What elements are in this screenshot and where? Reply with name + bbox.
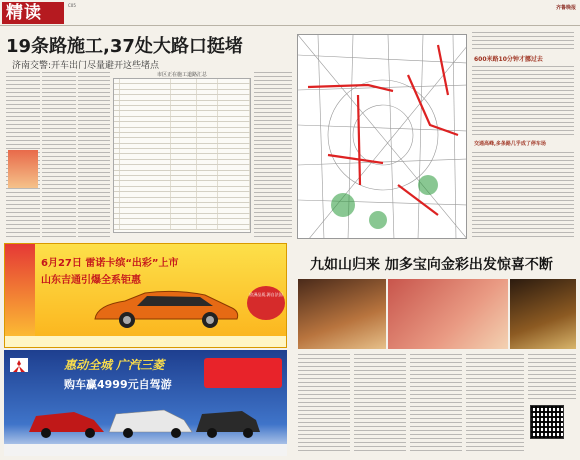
mitsubishi-ad-footer — [4, 444, 287, 456]
table-cell — [218, 101, 250, 105]
table-cell — [197, 138, 219, 142]
table-cell — [120, 225, 171, 229]
table-cell — [120, 84, 171, 88]
table-cell — [171, 192, 197, 196]
table-cell — [218, 208, 250, 212]
table-cell — [120, 133, 171, 137]
feature-photo-main — [388, 279, 508, 349]
table-cell — [197, 90, 219, 94]
table-cell — [218, 122, 250, 126]
table-cell — [197, 128, 219, 132]
table-cell — [218, 90, 250, 94]
qr-code[interactable] — [530, 405, 564, 439]
table-cell — [197, 122, 219, 126]
mitsubishi-logo — [10, 358, 28, 372]
article-column-3 — [78, 72, 110, 237]
table-cell — [120, 214, 171, 218]
table-cell — [171, 111, 197, 115]
table-cell — [171, 203, 197, 207]
table-cell — [218, 95, 250, 99]
suv-svg — [24, 402, 264, 442]
table-cell — [120, 181, 171, 185]
table-cell — [171, 214, 197, 218]
sidebar-text-1 — [472, 66, 574, 136]
table-cell — [171, 95, 197, 99]
table-cell — [218, 219, 250, 223]
feature-photo-left — [298, 279, 386, 349]
feature-column-1 — [298, 354, 350, 454]
table-cell — [120, 192, 171, 196]
sidebar-headline-1: 600米路10分钟才挪过去 — [474, 56, 543, 63]
table-cell — [171, 144, 197, 148]
table-cell — [218, 128, 250, 132]
table-cell — [218, 117, 250, 121]
article-column-2 — [42, 72, 76, 237]
table-cell — [171, 176, 197, 180]
table-cell — [197, 79, 219, 83]
mitsubishi-promo-box — [204, 358, 282, 388]
sidebar-headline-2: 交通高峰,多条路几乎成了停车场 — [474, 141, 546, 147]
table-cell — [120, 95, 171, 99]
table-cell — [197, 171, 219, 175]
sidebar-intro-text — [472, 32, 574, 50]
table-cell — [197, 101, 219, 105]
table-cell — [218, 176, 250, 180]
masthead-page-code: C05 — [68, 3, 76, 8]
table-cell — [197, 225, 219, 229]
table-cell — [171, 138, 197, 142]
table-cell — [171, 117, 197, 121]
feature-headline: 九如山归来 加多宝向金彩出发惊喜不断 — [310, 257, 553, 273]
table-cell — [197, 192, 219, 196]
table-cell — [218, 84, 250, 88]
table-cell — [197, 95, 219, 99]
renault-ad-headline-2: 山东吉通引爆全系钜惠 — [41, 275, 141, 286]
table-cell — [218, 203, 250, 207]
table-cell — [218, 133, 250, 137]
table-cell — [218, 192, 250, 196]
table-cell — [218, 144, 250, 148]
table-cell — [218, 149, 250, 153]
table-cell — [197, 133, 219, 137]
traffic-map — [297, 34, 467, 239]
table-cell — [197, 187, 219, 191]
table-cell — [120, 111, 171, 115]
table-cell — [120, 171, 171, 175]
table-cell — [197, 165, 219, 169]
table-cell — [218, 106, 250, 110]
table-cell — [120, 106, 171, 110]
table-cell — [197, 198, 219, 202]
table-cell — [120, 128, 171, 132]
map-graphic — [298, 35, 467, 239]
mitsubishi-offer: 购车赢4999元自驾游 — [64, 378, 172, 391]
table-cell — [120, 203, 171, 207]
renault-ad-headline-1: 6月27日 雷诺卡缤“出彩”上市 — [41, 258, 179, 269]
article-subhead: 济南交警:开车出门尽量避开这些堵点 — [12, 61, 160, 71]
table-cell — [197, 203, 219, 207]
table-cell — [197, 214, 219, 218]
renault-promo-badge: 欧洲品质,源自法国 — [247, 286, 285, 320]
table-cell — [171, 225, 197, 229]
article-illustration — [8, 150, 38, 188]
table-cell — [120, 165, 171, 169]
table-cell — [197, 84, 219, 88]
table-cell — [171, 160, 197, 164]
table-cell — [218, 198, 250, 202]
mitsubishi-slogan: 惠动全城 广汽三菱 — [64, 358, 165, 372]
masthead — [0, 0, 580, 26]
article-headline: 19条路施工,37处大路口挺堵 — [6, 36, 243, 57]
table-cell — [218, 154, 250, 158]
table-cell — [171, 90, 197, 94]
table-cell — [120, 149, 171, 153]
feature-column-2 — [354, 354, 406, 454]
table-cell — [171, 84, 197, 88]
table-cell — [197, 176, 219, 180]
table-cell — [197, 219, 219, 223]
table-cell — [120, 101, 171, 105]
table-title: 市区正在施工道路汇总 — [156, 72, 207, 78]
table-cell — [171, 154, 197, 158]
suv-image — [24, 402, 264, 442]
masthead-paper-name: 齐鲁晚报 — [555, 5, 576, 11]
table-cell — [218, 138, 250, 142]
mitsubishi-logo-icon — [10, 359, 28, 373]
table-cell — [218, 225, 250, 229]
car-svg — [85, 287, 245, 331]
feature-photo-right — [510, 279, 576, 349]
table-cell — [171, 101, 197, 105]
table-cell — [171, 133, 197, 137]
table-cell — [120, 90, 171, 94]
table-cell — [197, 117, 219, 121]
table-cell — [120, 79, 171, 83]
table-cell — [218, 214, 250, 218]
table-cell — [171, 122, 197, 126]
table-cell — [120, 219, 171, 223]
table-cell — [171, 106, 197, 110]
renault-ad[interactable] — [4, 243, 287, 348]
construction-table — [113, 78, 251, 233]
table-cell — [197, 208, 219, 212]
table-cell — [171, 171, 197, 175]
table-cell — [120, 208, 171, 212]
table-cell — [197, 144, 219, 148]
table-cell — [197, 154, 219, 158]
table-cell — [218, 79, 250, 83]
table-cell — [218, 160, 250, 164]
feature-column-3 — [410, 354, 462, 454]
table-cell — [120, 122, 171, 126]
table-cell — [120, 154, 171, 158]
gift-box-graphic — [5, 244, 35, 348]
table-cell — [197, 106, 219, 110]
table-cell — [218, 171, 250, 175]
table-cell — [171, 198, 197, 202]
table-cell — [197, 111, 219, 115]
table-cell — [218, 187, 250, 191]
car-image — [85, 287, 245, 331]
section-logo: 精读 — [2, 2, 64, 24]
table-row — [114, 225, 250, 230]
table-cell — [120, 198, 171, 202]
table-cell — [197, 181, 219, 185]
feature-column-5 — [528, 354, 576, 400]
table-cell — [120, 176, 171, 180]
article-column-4 — [254, 72, 292, 237]
table-cell — [120, 187, 171, 191]
mitsubishi-ad[interactable] — [4, 350, 287, 456]
table-cell — [171, 208, 197, 212]
table-cell — [218, 181, 250, 185]
feature-column-4 — [466, 354, 524, 454]
table-cell — [171, 181, 197, 185]
table-cell — [171, 165, 197, 169]
table-cell — [171, 187, 197, 191]
sidebar-text-2 — [472, 152, 574, 237]
table-cell — [171, 149, 197, 153]
table-cell — [218, 111, 250, 115]
table-cell — [171, 128, 197, 132]
table-cell — [120, 117, 171, 121]
renault-ad-footer — [5, 336, 287, 348]
table-cell — [171, 79, 197, 83]
sidebar-column — [470, 30, 576, 240]
table-cell — [120, 160, 171, 164]
table-cell — [171, 219, 197, 223]
table-cell — [197, 160, 219, 164]
table-cell — [197, 149, 219, 153]
table-cell — [218, 165, 250, 169]
table-cell — [120, 138, 171, 142]
table-cell — [120, 144, 171, 148]
